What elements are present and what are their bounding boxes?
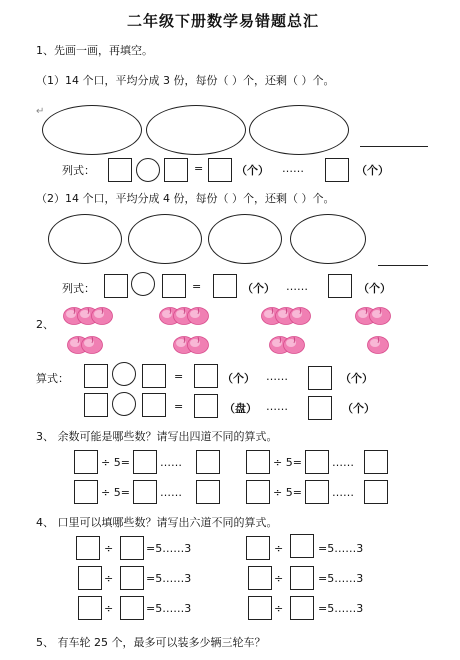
- division-sign: ÷: [274, 542, 284, 555]
- division-sign: ÷: [104, 572, 114, 585]
- remainder-dots: ……: [160, 486, 182, 499]
- answer-box[interactable]: [104, 274, 128, 298]
- answer-box[interactable]: [162, 274, 186, 298]
- formula-label: 算式：: [36, 372, 69, 385]
- equals-sign: =: [174, 370, 184, 383]
- question-1-heading: 1、先画一画，再填空。: [36, 44, 153, 57]
- division-sign: ÷: [274, 602, 284, 615]
- peach-icon: [288, 305, 312, 325]
- question-2-label: 2、: [36, 318, 54, 331]
- answer-box[interactable]: [84, 393, 108, 417]
- drawing-oval: [249, 105, 349, 155]
- formula-label: 列式：: [62, 282, 95, 295]
- unit-label: （个）: [236, 164, 269, 177]
- peach-icon: [186, 334, 210, 354]
- drawing-oval: [290, 214, 366, 264]
- answer-box[interactable]: [248, 596, 272, 620]
- remainder-dots: ……: [332, 486, 354, 499]
- equals-sign: =: [194, 162, 204, 175]
- answer-box[interactable]: [325, 158, 349, 182]
- answer-box[interactable]: [364, 480, 388, 504]
- answer-line: [378, 265, 428, 266]
- answer-box[interactable]: [246, 536, 270, 560]
- answer-box[interactable]: [308, 366, 332, 390]
- answer-box[interactable]: [194, 394, 218, 418]
- drawing-oval: [128, 214, 202, 264]
- drawing-oval: [146, 105, 246, 155]
- remainder-dots: ……: [332, 456, 354, 469]
- answer-box[interactable]: [120, 536, 144, 560]
- question-1-part-2: （2）14 个口，平均分成 4 份，每份（ ）个，还剩（ ）个。: [36, 192, 335, 205]
- answer-box[interactable]: [78, 566, 102, 590]
- unit-label: （个）: [358, 282, 391, 295]
- answer-box[interactable]: [133, 450, 157, 474]
- division-op: ÷ 5=: [101, 486, 130, 499]
- unit-label: （个）: [356, 164, 389, 177]
- peach-icon: [366, 334, 390, 354]
- result-text: =5……3: [146, 542, 192, 555]
- question-3-heading: 3、 余数可能是哪些数？请写出四道不同的算式。: [36, 430, 278, 443]
- peach-icon: [282, 334, 306, 354]
- division-sign: ÷: [274, 572, 284, 585]
- division-sign: ÷: [104, 602, 114, 615]
- peach-icon: [186, 305, 210, 325]
- operator-circle[interactable]: [112, 362, 136, 386]
- answer-box[interactable]: [164, 158, 188, 182]
- result-text: =5……3: [318, 602, 364, 615]
- drawing-oval: [208, 214, 282, 264]
- answer-box[interactable]: [246, 450, 270, 474]
- answer-box[interactable]: [74, 450, 98, 474]
- remainder-dots: ……: [266, 400, 288, 413]
- operator-circle[interactable]: [131, 272, 155, 296]
- answer-box[interactable]: [120, 566, 144, 590]
- remainder-dots: ……: [282, 162, 304, 175]
- answer-box[interactable]: [76, 536, 100, 560]
- unit-label: （个）: [242, 282, 275, 295]
- result-text: =5……3: [318, 572, 364, 585]
- equals-sign: =: [192, 280, 202, 293]
- answer-box[interactable]: [74, 480, 98, 504]
- division-sign: ÷: [104, 542, 114, 555]
- answer-box[interactable]: [308, 396, 332, 420]
- page-title: 二年级下册数学易错题总汇: [127, 12, 320, 30]
- answer-box[interactable]: [290, 566, 314, 590]
- answer-box[interactable]: [290, 596, 314, 620]
- unit-label: （个）: [222, 372, 255, 385]
- remainder-dots: ……: [266, 370, 288, 383]
- division-op: ÷ 5=: [273, 486, 302, 499]
- result-text: =5……3: [146, 572, 192, 585]
- answer-line: [360, 146, 428, 147]
- answer-box[interactable]: [108, 158, 132, 182]
- answer-box[interactable]: [84, 364, 108, 388]
- result-text: =5……3: [146, 602, 192, 615]
- answer-box[interactable]: [290, 534, 314, 558]
- operator-circle[interactable]: [136, 158, 160, 182]
- answer-box[interactable]: [246, 480, 270, 504]
- unit-label: （个）: [340, 372, 373, 385]
- drawing-oval: [42, 105, 142, 155]
- answer-box[interactable]: [213, 274, 237, 298]
- question-4-heading: 4、 口里可以填哪些数？请写出六道不同的算式。: [36, 516, 278, 529]
- peach-icon: [80, 334, 104, 354]
- unit-label: （个）: [342, 402, 375, 415]
- peach-icon: [90, 305, 114, 325]
- answer-box[interactable]: [196, 480, 220, 504]
- answer-box[interactable]: [78, 596, 102, 620]
- formula-label: 列式：: [62, 164, 95, 177]
- answer-box[interactable]: [248, 566, 272, 590]
- answer-box[interactable]: [196, 450, 220, 474]
- operator-circle[interactable]: [112, 392, 136, 416]
- return-mark: ↵: [36, 106, 45, 117]
- answer-box[interactable]: [142, 393, 166, 417]
- answer-box[interactable]: [305, 480, 329, 504]
- peach-icon: [368, 305, 392, 325]
- answer-box[interactable]: [364, 450, 388, 474]
- remainder-dots: ……: [160, 456, 182, 469]
- answer-box[interactable]: [305, 450, 329, 474]
- answer-box[interactable]: [194, 364, 218, 388]
- remainder-dots: ……: [286, 280, 308, 293]
- equals-sign: =: [174, 400, 184, 413]
- division-op: ÷ 5=: [101, 456, 130, 469]
- answer-box[interactable]: [328, 274, 352, 298]
- answer-box[interactable]: [208, 158, 232, 182]
- result-text: =5……3: [318, 542, 364, 555]
- answer-box[interactable]: [120, 596, 144, 620]
- division-op: ÷ 5=: [273, 456, 302, 469]
- answer-box[interactable]: [133, 480, 157, 504]
- question-1-part-1: （1）14 个口，平均分成 3 份，每份（ ）个，还剩（ ）个。: [36, 74, 335, 87]
- question-5-heading: 5、 有车轮 25 个，最多可以装多少辆三轮车？: [36, 636, 266, 649]
- unit-label: （盘）: [224, 402, 257, 415]
- drawing-oval: [48, 214, 122, 264]
- answer-box[interactable]: [142, 364, 166, 388]
